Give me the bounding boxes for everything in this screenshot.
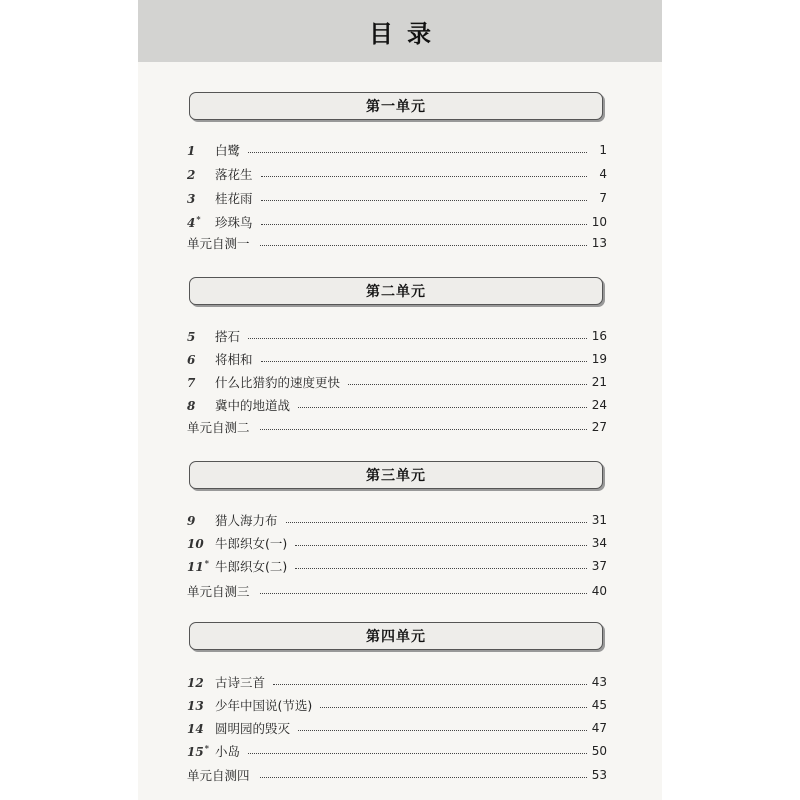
page-number: 10: [591, 215, 607, 229]
toc-entry[interactable]: [187, 717, 607, 739]
lesson-number: 1: [187, 144, 196, 158]
unit-test-title: 单元自测二: [187, 420, 250, 435]
lesson-number: 6: [187, 353, 196, 367]
unit-label: 第四单元: [366, 629, 426, 645]
lesson-number: 2: [187, 168, 196, 182]
lesson-title: 古诗三首: [215, 675, 266, 690]
lesson-title: 少年中国说(节选): [215, 698, 313, 713]
lesson-number: 15*: [187, 743, 209, 759]
unit-heading-1: [189, 92, 603, 120]
toc-entry[interactable]: [187, 694, 607, 716]
unit-test-title: 单元自测三: [187, 584, 250, 599]
page-number: 24: [591, 398, 607, 412]
unit-label: 第一单元: [366, 99, 426, 115]
toc-entry[interactable]: [187, 371, 607, 393]
dot-leader: [261, 361, 587, 362]
dot-leader: [286, 522, 587, 523]
dot-leader: [260, 777, 587, 778]
page-title: 目录: [369, 19, 445, 48]
page-number: 40: [591, 584, 607, 598]
page-number: 50: [591, 744, 607, 758]
lesson-title: 冀中的地道战: [215, 398, 291, 413]
lesson-title: 小岛: [215, 744, 241, 759]
page-number: 37: [591, 559, 607, 573]
dot-leader: [261, 200, 587, 201]
dot-leader: [260, 593, 587, 594]
lesson-title: 什么比猎豹的速度更快: [215, 375, 341, 390]
dot-leader: [273, 684, 587, 685]
lesson-number: 8: [187, 399, 196, 413]
page-number: 31: [591, 513, 607, 527]
toc-entry[interactable]: [187, 325, 607, 347]
unit-heading-4: [189, 622, 603, 650]
lesson-number: 14: [187, 722, 204, 736]
lesson-title: 将相和: [215, 352, 253, 367]
unit-test-title: 单元自测四: [187, 768, 250, 783]
lesson-title: 牛郎织女(一): [215, 536, 288, 551]
page-number: 21: [591, 375, 607, 389]
dot-leader: [260, 429, 587, 430]
page-number: 53: [591, 768, 607, 782]
page-number: 1: [599, 143, 607, 157]
page-number: 45: [591, 698, 607, 712]
lesson-number: 11*: [187, 558, 209, 574]
unit-label: 第三单元: [366, 468, 426, 484]
toc-entry-unit-test[interactable]: [187, 416, 607, 438]
page-number: 16: [591, 329, 607, 343]
page-number: 47: [591, 721, 607, 735]
lesson-title: 猎人海力布: [215, 513, 278, 528]
toc-entry[interactable]: [187, 555, 607, 577]
toc-entry[interactable]: [187, 532, 607, 554]
toc-entry[interactable]: [187, 139, 607, 161]
page-number: 19: [591, 352, 607, 366]
unit-heading-2: [189, 277, 603, 305]
page-number: 27: [591, 420, 607, 434]
lesson-number: 7: [187, 376, 196, 390]
dot-leader: [295, 568, 587, 569]
lesson-number: 3: [187, 192, 196, 206]
page-number: 43: [591, 675, 607, 689]
page-number: 34: [591, 536, 607, 550]
lesson-number: 13: [187, 699, 204, 713]
dot-leader: [260, 245, 587, 246]
dot-leader: [248, 152, 587, 153]
dot-leader: [295, 545, 587, 546]
lesson-number: 10: [187, 537, 204, 551]
toc-entry[interactable]: [187, 509, 607, 531]
page-number: 7: [599, 191, 607, 205]
dot-leader: [248, 338, 587, 339]
lesson-title: 珍珠鸟: [215, 215, 253, 230]
dot-leader: [320, 707, 587, 708]
lesson-number: 5: [187, 330, 196, 344]
toc-entry[interactable]: [187, 163, 607, 185]
lesson-title: 白鹭: [215, 143, 241, 158]
toc-entry[interactable]: [187, 348, 607, 370]
dot-leader: [298, 407, 587, 408]
toc-entry[interactable]: [187, 187, 607, 209]
toc-entry-unit-test[interactable]: [187, 580, 607, 602]
toc-entry[interactable]: [187, 394, 607, 416]
page-header: [138, 0, 662, 62]
lesson-number: 4*: [187, 214, 201, 230]
toc-entry[interactable]: [187, 671, 607, 693]
lesson-title: 牛郎织女(二): [215, 559, 288, 574]
dot-leader: [248, 753, 587, 754]
lesson-title: 搭石: [215, 329, 241, 344]
dot-leader: [298, 730, 587, 731]
toc-entry-unit-test[interactable]: [187, 232, 607, 254]
dot-leader: [261, 224, 587, 225]
dot-leader: [348, 384, 587, 385]
lesson-number: 12: [187, 676, 204, 690]
toc-entry[interactable]: [187, 740, 607, 762]
page-number: 4: [599, 167, 607, 181]
toc-entry[interactable]: [187, 211, 607, 233]
lesson-title: 桂花雨: [215, 191, 253, 206]
unit-test-title: 单元自测一: [187, 236, 250, 251]
toc-entry-unit-test[interactable]: [187, 764, 607, 786]
lesson-title: 圆明园的毁灭: [215, 721, 291, 736]
unit-label: 第二单元: [366, 284, 426, 300]
dot-leader: [261, 176, 587, 177]
lesson-title: 落花生: [215, 167, 253, 182]
page-number: 13: [591, 236, 607, 250]
lesson-number: 9: [187, 514, 196, 528]
unit-heading-3: [189, 461, 603, 489]
